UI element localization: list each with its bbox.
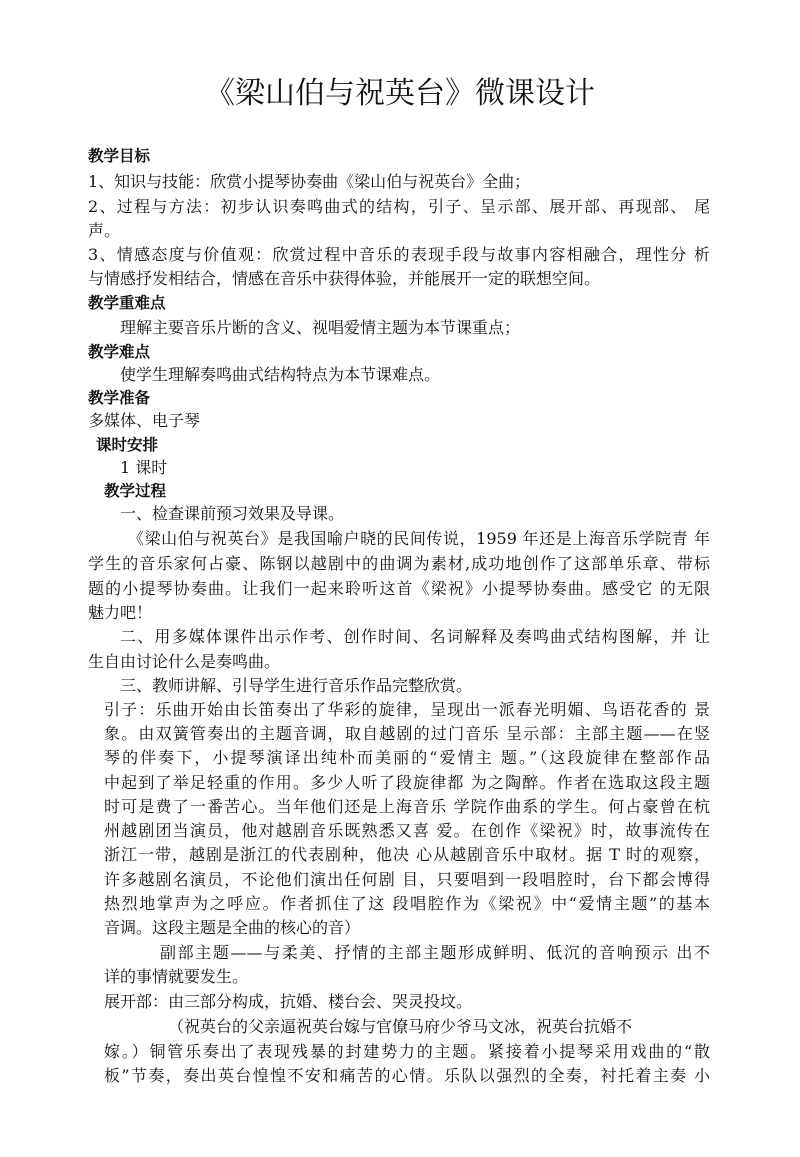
objective-item-2-line-2: 声。 (88, 221, 121, 240)
process-intro-line-2: 学生的音乐家何占豪、陈钢以越剧中的曲调为素材,成功地创作了这部单乐章、带标 (88, 554, 710, 573)
analysis-line-5: 时可是费了一番苦心。当年他们还是上海音乐 学院作曲系的学生。何占豪曾在杭 (104, 797, 710, 816)
objectives-heading: 教学目标 (88, 147, 151, 165)
process-step-2-line-1: 二、用多媒体课件出示作考、创作时间、名词解释及奏鸣曲式结构图解，并 让 (120, 627, 710, 646)
difficulties-text: 使学生理解奏鸣曲式结构特点为本节课难点。 (120, 365, 441, 384)
key-points-text: 理解主要音乐片断的含义、视唱爱情主题为本节课重点； (120, 318, 521, 337)
preparation-heading: 教学准备 (88, 389, 151, 407)
process-intro-line-1: 《梁山伯与祝英台》是我国喻户晓的民间传说，1959 年还是上海音乐学院青 年 (128, 529, 710, 548)
schedule-heading: 课时安排 (96, 436, 159, 454)
process-step-3: 三、教师讲解、引导学生进行音乐作品完整欣赏。 (120, 676, 473, 695)
development-heading: 展开部：由三部分构成，抗婚、楼台会、哭灵投坟。 (104, 992, 473, 1011)
analysis-line-10: 音调。这段主题是全曲的核心的音） (104, 918, 361, 937)
analysis-line-7: 浙江一带，越剧是浙江的代表剧种，他决 心从越剧音乐中取材。据 T 时的观察， (104, 845, 710, 864)
objective-item-1: 1、知识与技能：欣赏小提琴协奏曲《梁山伯与祝英台》全曲； (88, 172, 531, 191)
analysis-line-2: 象。由双簧管奏出的主题音调，取自越剧的过门音乐 呈示部：主部主题——在竖 (104, 724, 710, 743)
process-step-2-line-2: 生自由讨论什么是奏鸣曲。 (88, 652, 281, 671)
analysis-line-8: 许多越剧名演员，不论他们演出任何剧 目，只要唱到一段唱腔时，台下都会博得 (104, 870, 710, 889)
sub-theme-line-2: 详的事情就要发生。 (104, 967, 249, 986)
objective-item-3-line-1: 3、情感态度与价值观：欣赏过程中音乐的表现手段与故事内容相融合，理性分 析 (88, 245, 710, 264)
objective-item-2-line-1: 2、过程与方法：初步认识奏鸣曲式的结构，引子、呈示部、展开部、再现部、 尾 (88, 197, 710, 216)
analysis-line-3: 琴的伴奏下，小提琴演译出纯朴而美丽的“爱情主 题。”（这段旋律在整部作品 (104, 748, 710, 767)
preparation-text: 多媒体、电子琴 (88, 411, 201, 430)
development-line-1: （祝英台的父亲逼祝英台嫁与官僚马府少爷马文冰，祝英台抗婚不 (168, 1017, 633, 1036)
analysis-line-9: 热烈地掌声为之呼应。作者抓住了这 段唱腔作为《梁祝》中“爱情主题”的基本 (104, 894, 710, 913)
key-points-heading: 教学重难点 (88, 294, 166, 312)
analysis-line-6: 州越剧团当演员，他对越剧音乐既熟悉又喜 爱。在创作《梁祝》时，故事流传在 (104, 821, 710, 840)
analysis-line-4: 中起到了举足轻重的作用。多少人听了段旋律都 为之陶醉。作者在选取这段主题 (104, 773, 710, 792)
page-title: 《梁山伯与祝英台》微课设计 (205, 76, 595, 111)
schedule-text: 1 课时 (120, 458, 168, 477)
development-line-3: 板”节奏，奏出英台惶惶不安和痛苦的心情。乐队以强烈的全奏，衬托着主奏 小 (104, 1066, 710, 1085)
process-heading: 教学过程 (104, 482, 167, 500)
process-step-1: 一、检查课前预习效果及导课。 (120, 504, 345, 523)
process-intro-line-4: 魅力吧！ (88, 603, 153, 622)
process-intro-line-3: 题的小提琴协奏曲。让我们一起来聆听这首《梁祝》小提琴协奏曲。感受它 的无限 (88, 579, 710, 598)
difficulties-heading: 教学难点 (88, 343, 151, 361)
development-line-2: 嫁。）铜管乐奏出了表现残暴的封建势力的主题。紧接着小提琴采用戏曲的“散 (104, 1042, 710, 1061)
analysis-line-1: 引子：乐曲开始由长笛奏出了华彩的旋律，呈现出一派春光明媚、鸟语花香的 景 (104, 700, 710, 719)
objective-item-3-line-2: 与情感抒发相结合，情感在音乐中获得体验，并能展开一定的联想空间。 (88, 269, 601, 288)
sub-theme-line-1: 副部主题——与柔美、抒情的主部主题形成鲜明、低沉的音响预示 出不 (160, 943, 710, 962)
